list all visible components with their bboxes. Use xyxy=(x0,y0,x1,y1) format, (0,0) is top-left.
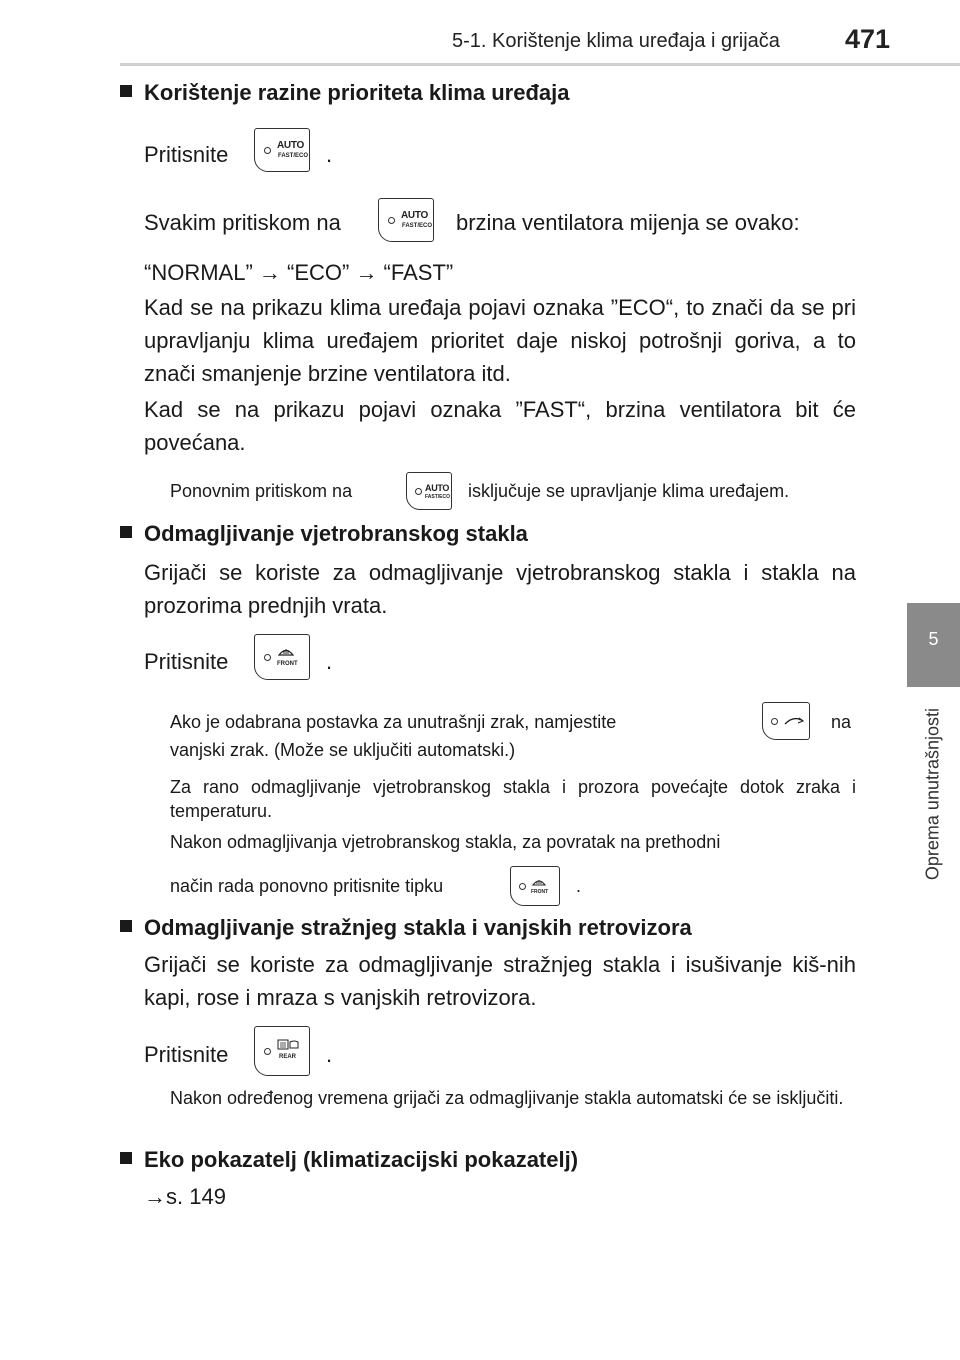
chapter-tab[interactable] xyxy=(907,603,960,687)
note1-before: Ako je odabrana postavka za unutrašnji zrak, namjestite xyxy=(170,712,617,732)
windshield-defrost-icon xyxy=(532,876,546,886)
section-heading-rear: Odmagljivanje stražnjeg stakla i vanjskih retrovizora xyxy=(120,915,692,941)
page-number: 471 xyxy=(845,24,891,54)
section-heading-priority: Korištenje razine prioriteta klima uređaja xyxy=(120,80,569,106)
period: . xyxy=(326,142,333,167)
note-before: Ponovnim pritiskom na xyxy=(170,481,353,501)
front-defrost-button-icon: FRONT xyxy=(510,866,560,906)
indicator-dot-icon xyxy=(519,883,526,890)
indicator-dot-icon xyxy=(388,217,395,224)
note3-line1: Nakon odmagljivanja vjetrobranskog stakla, za povratak na prethodni xyxy=(170,832,721,852)
windshield-description: Grijači se koriste za odmagljivanje vjetrobranskog stakla i stakla na prozorima prednjih vrata. xyxy=(144,560,856,618)
period: . xyxy=(576,876,582,896)
chapter-tab-number: 5 xyxy=(928,629,939,649)
indicator-dot-icon xyxy=(771,718,778,725)
auto-button-icon: AUTO FAST/ECO xyxy=(406,472,452,510)
bullet-square-icon xyxy=(120,85,132,97)
section-heading-windshield: Odmagljivanje vjetrobranskog stakla xyxy=(120,521,528,547)
bullet-square-icon xyxy=(120,1152,132,1164)
note-after: isključuje se upravljanje klima uređajem. xyxy=(468,481,790,501)
rear-description: Grijači se koriste za odmagljivanje stražnjeg stakla i isušivanje kiš-nih kapi, rose i mraza s vanjskih retrovizora. xyxy=(144,952,856,1010)
indicator-dot-icon xyxy=(415,488,422,495)
page-reference-link[interactable]: →s. 149 xyxy=(144,1184,226,1209)
auto-button-icon: AUTO FAST/ECO xyxy=(254,128,310,172)
period: . xyxy=(326,649,333,674)
chapter-side-label xyxy=(907,690,960,980)
rear-defrost-button-icon: REAR xyxy=(254,1026,310,1076)
press-rear-line: Pritisnite xyxy=(144,1042,229,1067)
front-defrost-button-icon: FRONT xyxy=(254,634,310,680)
outside-air-icon xyxy=(783,715,805,727)
note2: Za rano odmagljivanje vjetrobranskog stakla i prozora povećajte dotok zraka i temperaturu. xyxy=(170,777,856,821)
air-intake-button-icon xyxy=(762,702,810,740)
eco-paragraph: Kad se na prikazu klima uređaja pojavi oznaka ”ECO“, to znači da se pri upravljanju klima uređajem prioritet daje niskoj potrošnji goriva, a to znači smanjenje brzine ventilatora itd. xyxy=(144,295,856,386)
indicator-dot-icon xyxy=(264,654,271,661)
press-auto-line: Pritisnite xyxy=(144,142,229,167)
press-front-line: Pritisnite xyxy=(144,649,229,674)
windshield-defrost-icon xyxy=(278,645,294,657)
section-heading-eco: Eko pokazatelj (klimatizacijski pokazatelj) xyxy=(120,1147,578,1173)
note1-line2: vanjski zrak. (Može se uključiti automatski.) xyxy=(170,740,516,760)
rear-mirror-defrost-icon xyxy=(277,1039,299,1051)
bullet-square-icon xyxy=(120,526,132,538)
mode-sequence: “NORMAL” → “ECO” → “FAST” xyxy=(144,260,454,285)
fast-paragraph: Kad se na prikazu pojavi oznaka ”FAST“, brzina ventilatora bit će povećana. xyxy=(144,397,856,455)
note3-line2: način rada ponovno pritisnite tipku xyxy=(170,876,444,896)
page-header xyxy=(0,0,960,62)
rear-note: Nakon određenog vremena grijači za odmagljivanje stakla automatski će se isključiti. xyxy=(170,1088,844,1108)
auto-button-icon: AUTO FAST/ECO xyxy=(378,198,434,242)
indicator-dot-icon xyxy=(264,147,271,154)
note1-after: na xyxy=(831,712,852,732)
each-press-before: Svakim pritiskom na xyxy=(144,210,341,235)
period: . xyxy=(326,1042,333,1067)
each-press-after: brzina ventilatora mijenja se ovako: xyxy=(456,210,800,235)
indicator-dot-icon xyxy=(264,1048,271,1055)
header-divider xyxy=(120,63,960,66)
bullet-square-icon xyxy=(120,920,132,932)
chapter-title: 5-1. Korištenje klima uređaja i grijača xyxy=(452,30,780,52)
chapter-side-label-text: Oprema unutrašnjosti xyxy=(922,708,943,881)
